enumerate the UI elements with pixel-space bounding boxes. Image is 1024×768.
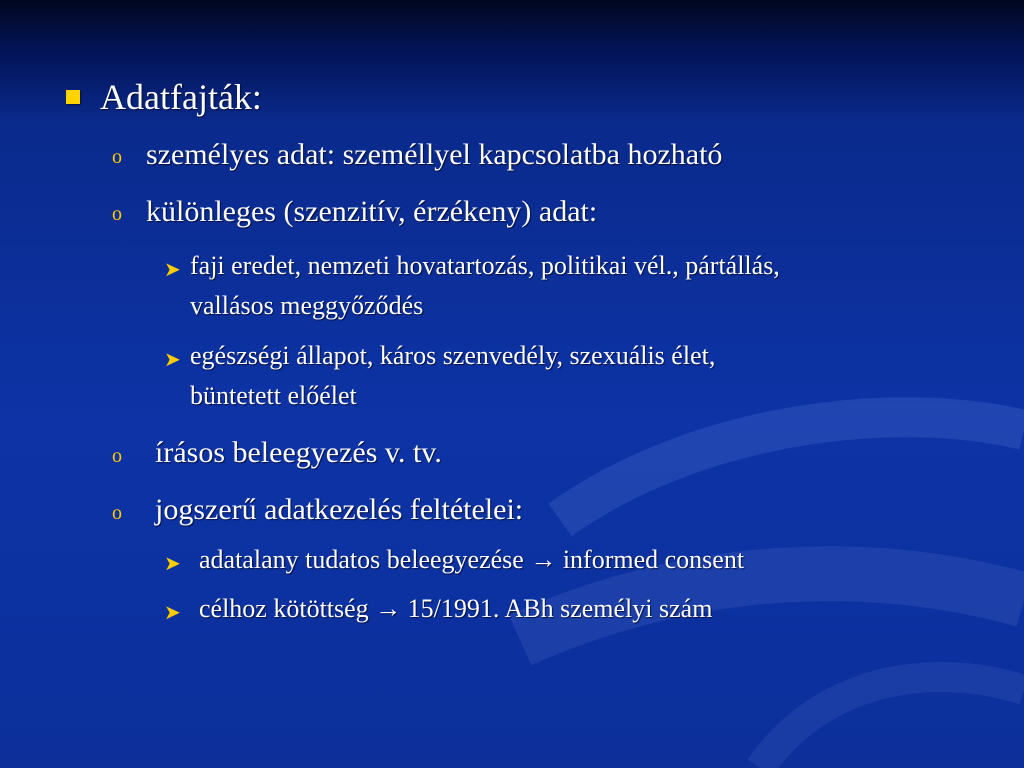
circle-bullet-icon: o — [112, 146, 122, 168]
bullet-sensitive-line-2: vallásos meggyőződés — [190, 291, 424, 320]
bullet-purpose-limitation: célhoz kötöttség → 15/1991. ABh személyi szám — [199, 594, 713, 623]
bullet-informed-consent: adatalany tudatos beleegyezése → informed consent — [199, 545, 745, 574]
bullet-health-line-1: egészségi állapot, káros szenvedély, szexuális élet, — [190, 341, 716, 370]
bullet-health-line-2: büntetett előélet — [190, 381, 357, 410]
bullet-heading: Adatfajták: — [100, 77, 262, 117]
square-bullet-icon — [66, 90, 80, 104]
circle-bullet-icon: o — [112, 502, 122, 524]
arrow-bullet-icon: ➤ — [164, 553, 181, 575]
bullet-personal-data: személyes adat: személlyel kapcsolatba hozható — [146, 138, 723, 171]
bullet-written-consent: írásos beleegyezés v. tv. — [155, 436, 442, 469]
arrow-bullet-icon: ➤ — [164, 259, 181, 281]
circle-bullet-icon: o — [112, 445, 122, 467]
bullet-lawful-processing: jogszerű adatkezelés feltételei: — [155, 493, 524, 526]
arrow-bullet-icon: ➤ — [164, 349, 181, 371]
arrow-bullet-icon: ➤ — [164, 602, 181, 624]
circle-bullet-icon: o — [112, 203, 122, 225]
bullet-sensitive-line-1: faji eredet, nemzeti hovatartozás, politikai vél., pártállás, — [190, 251, 780, 280]
bullet-sensitive-data: különleges (szenzitív, érzékeny) adat: — [146, 195, 598, 228]
